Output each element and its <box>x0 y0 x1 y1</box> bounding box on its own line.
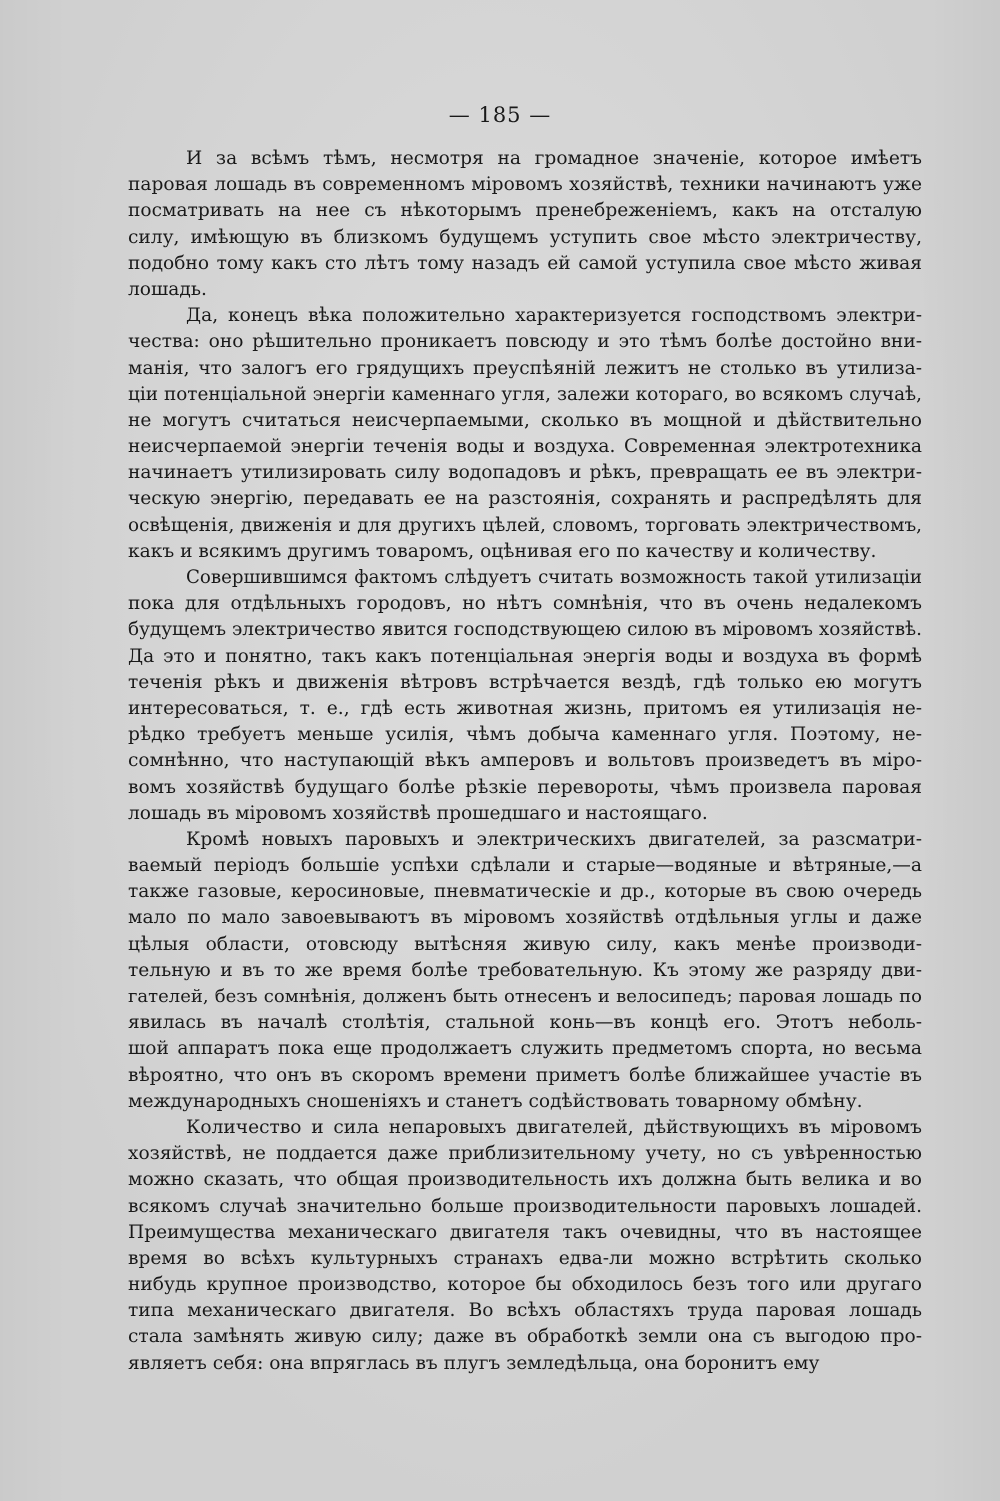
text-line: лошадь. <box>128 278 207 300</box>
text-line: освѣщенія, движенія и для другихъ цѣлей, словомъ, торговать электричествомъ, <box>128 514 922 536</box>
text-line: хозяйствѣ, не поддается даже приблизительному учету, но съ увѣренностью <box>128 1143 922 1165</box>
text-line: ваемый періодъ большіе успѣхи сдѣлали и старые—водяные и вѣтряные,—а <box>128 855 922 877</box>
text-line: паровая лошадь въ современномъ міровомъ хозяйствѣ, техники начинаютъ уже <box>128 174 922 196</box>
text-line: гателей, безъ сомнѣнія, долженъ быть отнесенъ и велосипедъ; паровая лошадь по <box>128 986 922 1007</box>
text-line: стала замѣнять живую силу; даже въ обработкѣ земли она съ выгодою про- <box>128 1326 922 1348</box>
page-number: — 185 — <box>448 103 552 127</box>
text-line: вомъ хозяйствѣ будущаго болѣе рѣзкіе перевороты, чѣмъ произвела паровая <box>128 776 922 798</box>
text-line: можно сказать, что общая производительность ихъ должна быть велика и во <box>128 1169 922 1191</box>
text-body <box>128 146 922 1377</box>
text-line: теченія рѣкъ и движенія вѣтровъ встрѣчается вездѣ, гдѣ только ею могутъ <box>128 671 922 693</box>
text-line: являетъ себя: она впряглась въ плугъ земледѣльца, она боронитъ ему <box>128 1352 820 1374</box>
text-line: неисчерпаемой энергіи теченія воды и воздуха. Современная электротехника <box>128 436 922 458</box>
text-line: мало по мало завоевываютъ въ міровомъ хозяйствѣ отдѣльныя углы и даже <box>128 907 922 929</box>
text-line: И за всѣмъ тѣмъ, несмотря на громадное значеніе, которое имѣетъ <box>186 148 922 169</box>
text-line: тельную и въ то же время болѣе требовательную. Къ этому же разряду дви- <box>128 959 922 981</box>
text-line: интересоваться, т. е., гдѣ есть животная жизнь, притомъ ея утилизація не- <box>128 697 922 719</box>
text-line: Количество и сила непаровыхъ двигателей, дѣйствующихъ въ міровомъ <box>186 1116 922 1138</box>
paragraph <box>128 565 922 827</box>
text-line: манія, что залогъ его грядущихъ преуспѣяній лежитъ не столько въ утилиза- <box>128 357 922 379</box>
text-line: Да, конецъ вѣка положительно характеризуется господствомъ электри- <box>186 305 922 327</box>
text-line: цѣлыя области, отовсюду вытѣсняя живую силу, какъ менѣе производи- <box>128 933 922 955</box>
paragraph <box>128 1115 922 1377</box>
text-line: вѣроятно, что онъ въ скоромъ времени приметъ болѣе ближайшее участіе въ <box>128 1064 922 1086</box>
text-line: ціи потенціальной энергіи каменнаго угля, залежи котораго, во всякомъ случаѣ, <box>128 383 922 405</box>
paragraph <box>128 303 922 565</box>
text-line: ческую энергію, передавать ее на разстоянія, сохранять и распредѣлять для <box>128 488 922 510</box>
text-line: силу, имѣющую въ близкомъ будущемъ уступить свое мѣсто электричеству, <box>128 226 922 248</box>
paragraph <box>128 827 922 1115</box>
text-line: посматривать на нее съ нѣкоторымъ пренебреженіемъ, какъ на отсталую <box>128 200 922 222</box>
text-line: явилась въ началѣ столѣтія, стальной конь—въ концѣ его. Этотъ неболь- <box>128 1012 922 1034</box>
text-line: также газовые, керосиновые, пневматическіе и др., которые въ свою очередь <box>128 881 922 903</box>
text-line: типа механическаго двигателя. Во всѣхъ областяхъ труда паровая лошадь <box>128 1300 922 1322</box>
text-line: будущемъ электричество явится господствующею силою въ міровомъ хозяйствѣ. <box>128 619 922 641</box>
text-line: пока для отдѣльныхъ городовъ, но нѣтъ сомнѣнія, что въ очень недалекомъ <box>128 593 922 615</box>
text-line: Кромѣ новыхъ паровыхъ и электрическихъ двигателей, за разсматри- <box>186 828 922 850</box>
paragraph <box>128 146 922 303</box>
text-line: какъ и всякимъ другимъ товаромъ, оцѣнивая его по качеству и количеству. <box>128 540 877 562</box>
text-line: подобно тому какъ сто лѣтъ тому назадъ ей самой уступила свое мѣсто живая <box>128 252 922 274</box>
text-line: шой аппаратъ пока еще продолжаетъ служить предметомъ спорта, но весьма <box>128 1038 922 1060</box>
text-line: не могутъ считаться неисчерпаемыми, сколько въ мощной и дѣйствительно <box>128 409 922 431</box>
text-line: всякомъ случаѣ значительно больше производительности паровыхъ лошадей. <box>128 1195 922 1217</box>
text-line: рѣдко требуетъ меньше усилія, чѣмъ добыча каменнаго угля. Поэтому, не- <box>128 724 922 746</box>
text-line: международныхъ сношеніяхъ и станетъ содѣйствовать товарному обмѣну. <box>128 1090 863 1112</box>
text-line: лошадь въ міровомъ хозяйствѣ прошедшаго и настоящаго. <box>128 802 708 824</box>
text-line: Да это и понятно, такъ какъ потенціальная энергія воды и воздуха въ формѣ <box>128 645 922 667</box>
text-line: Совершившимся фактомъ слѣдуетъ считать возможность такой утилизаціи <box>186 567 922 588</box>
text-line: время во всѣхъ культурныхъ странахъ едва-ли можно встрѣтить сколько <box>128 1247 922 1269</box>
text-line: нибудь крупное производство, которое бы обходилось безъ того или другаго <box>128 1274 922 1296</box>
text-line: Преимущества механическаго двигателя такъ очевидны, что въ настоящее <box>128 1221 922 1243</box>
text-line: сомнѣнно, что наступающій вѣкъ амперовъ и вольтовъ произведетъ въ міро- <box>128 750 922 772</box>
text-line: чества: оно рѣшительно проникаетъ повсюду и это тѣмъ болѣе достойно вни- <box>128 331 922 353</box>
text-line: начинаетъ утилизировать силу водопадовъ и рѣкъ, превращать ее въ электри- <box>128 462 922 484</box>
